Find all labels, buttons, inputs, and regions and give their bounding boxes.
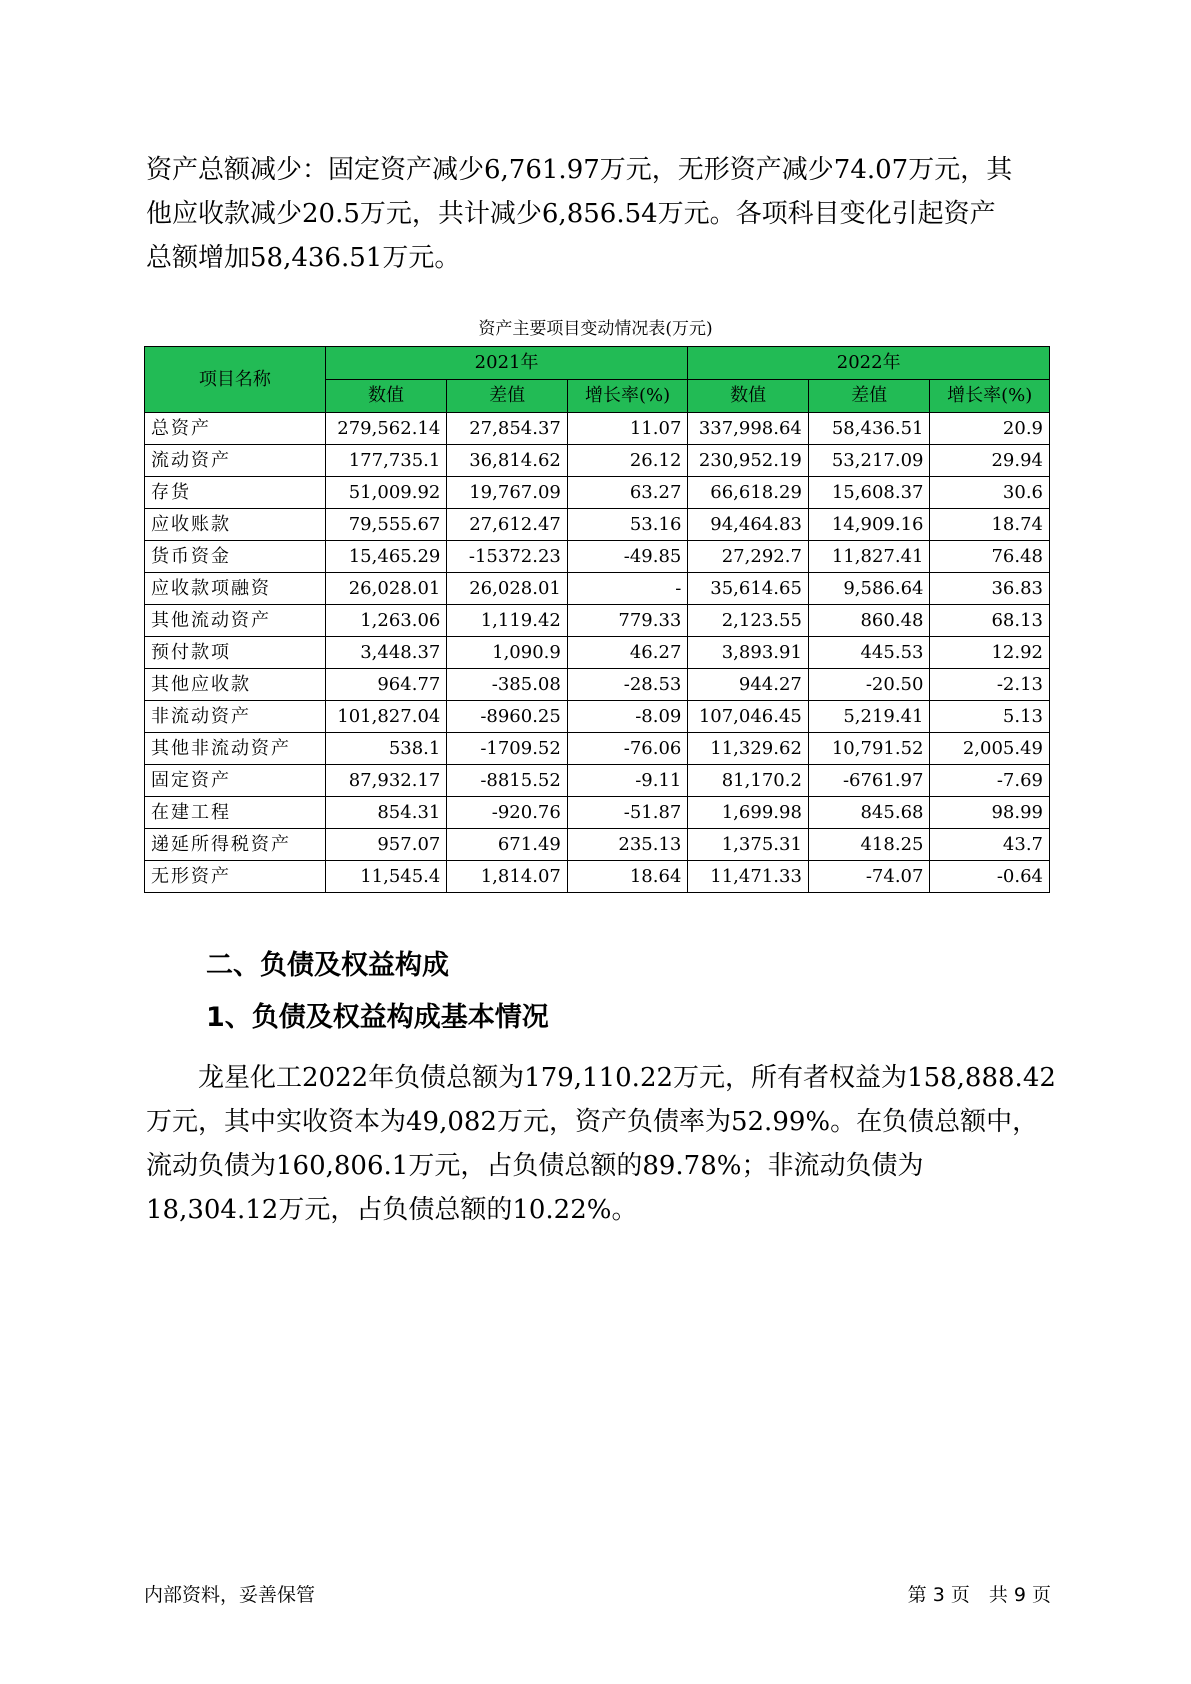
table-cell-value: 1,375.31 bbox=[688, 829, 809, 861]
table-cell-value: -8960.25 bbox=[447, 701, 568, 733]
table-cell-value: 53,217.09 bbox=[808, 445, 930, 477]
table-cell-value: -76.06 bbox=[567, 733, 688, 765]
header-value: 数值 bbox=[688, 380, 809, 413]
header-item-name: 项目名称 bbox=[145, 347, 326, 413]
table-cell-value: 26,028.01 bbox=[325, 573, 447, 605]
header-diff: 差值 bbox=[808, 380, 930, 413]
table-cell-value: 58,436.51 bbox=[808, 413, 930, 445]
table-cell-value: 1,814.07 bbox=[447, 861, 568, 893]
header-diff: 差值 bbox=[447, 380, 568, 413]
table-cell-item: 递延所得税资产 bbox=[145, 829, 326, 861]
table-cell-value: 87,932.17 bbox=[325, 765, 447, 797]
table-row bbox=[145, 509, 1050, 541]
table-cell-value: -8.09 bbox=[567, 701, 688, 733]
table-cell-value: 10,791.52 bbox=[808, 733, 930, 765]
table-row bbox=[145, 477, 1050, 509]
table-cell-value: 230,952.19 bbox=[688, 445, 809, 477]
header-growth-rate: 增长率(%) bbox=[567, 380, 688, 413]
table-cell-value: 860.48 bbox=[808, 605, 930, 637]
table-cell-value: 964.77 bbox=[325, 669, 447, 701]
table-cell-value: 68.13 bbox=[930, 605, 1050, 637]
table-row bbox=[145, 861, 1050, 893]
table-cell-value: 46.27 bbox=[567, 637, 688, 669]
paragraph-line: 他应收款减少20.5万元，共计减少6,856.54万元。各项科目变化引起资产 bbox=[146, 199, 996, 229]
table-cell-value: 53.16 bbox=[567, 509, 688, 541]
table-cell-value: 445.53 bbox=[808, 637, 930, 669]
table-cell-value: 36,814.62 bbox=[447, 445, 568, 477]
table-cell-value: 671.49 bbox=[447, 829, 568, 861]
table-cell-value: 63.27 bbox=[567, 477, 688, 509]
table-cell-value: 30.6 bbox=[930, 477, 1050, 509]
table-row bbox=[145, 765, 1050, 797]
table-cell-value: 11,329.62 bbox=[688, 733, 809, 765]
table-row bbox=[145, 829, 1050, 861]
table-cell-value: 779.33 bbox=[567, 605, 688, 637]
table-cell-value: - bbox=[567, 573, 688, 605]
table-cell-value: -8815.52 bbox=[447, 765, 568, 797]
table-cell-value: 29.94 bbox=[930, 445, 1050, 477]
table-cell-value: 66,618.29 bbox=[688, 477, 809, 509]
table-row bbox=[145, 413, 1050, 445]
table-cell-value: 11,471.33 bbox=[688, 861, 809, 893]
table-body bbox=[145, 413, 1050, 893]
table-cell-value: 944.27 bbox=[688, 669, 809, 701]
table-row bbox=[145, 605, 1050, 637]
table-row bbox=[145, 669, 1050, 701]
table-cell-value: 27,854.37 bbox=[447, 413, 568, 445]
table-cell-value: 235.13 bbox=[567, 829, 688, 861]
table-cell-value: 1,119.42 bbox=[447, 605, 568, 637]
header-year-2021: 2021年 bbox=[325, 347, 688, 380]
table-cell-value: 418.25 bbox=[808, 829, 930, 861]
table-cell-value: 5,219.41 bbox=[808, 701, 930, 733]
table-cell-item: 存货 bbox=[145, 477, 326, 509]
table-cell-item: 其他应收款 bbox=[145, 669, 326, 701]
table-cell-value: 11.07 bbox=[567, 413, 688, 445]
header-value: 数值 bbox=[325, 380, 447, 413]
table-cell-value: -1709.52 bbox=[447, 733, 568, 765]
table-cell-value: 19,767.09 bbox=[447, 477, 568, 509]
table-row bbox=[145, 733, 1050, 765]
table-cell-value: -49.85 bbox=[567, 541, 688, 573]
table-row bbox=[145, 541, 1050, 573]
table-cell-item: 非流动资产 bbox=[145, 701, 326, 733]
section-heading: 二、负债及权益构成 bbox=[206, 950, 449, 981]
table-cell-value: 107,046.45 bbox=[688, 701, 809, 733]
paragraph-line: 流动负债为160,806.1万元，占负债总额的89.78%；非流动负债为 bbox=[146, 1151, 924, 1181]
table-cell-item: 总资产 bbox=[145, 413, 326, 445]
footer-confidential-note: 内部资料，妥善保管 bbox=[144, 1584, 316, 1606]
table-cell-value: 1,090.9 bbox=[447, 637, 568, 669]
table-cell-value: 1,263.06 bbox=[325, 605, 447, 637]
table-cell-item: 无形资产 bbox=[145, 861, 326, 893]
table-cell-item: 其他非流动资产 bbox=[145, 733, 326, 765]
table-cell-value: 76.48 bbox=[930, 541, 1050, 573]
table-cell-value: 15,608.37 bbox=[808, 477, 930, 509]
table-cell-value: 15,465.29 bbox=[325, 541, 447, 573]
table-cell-value: -74.07 bbox=[808, 861, 930, 893]
table-cell-value: 11,545.4 bbox=[325, 861, 447, 893]
table-cell-value: -15372.23 bbox=[447, 541, 568, 573]
table-cell-value: 177,735.1 bbox=[325, 445, 447, 477]
table-cell-value: -385.08 bbox=[447, 669, 568, 701]
table-row bbox=[145, 573, 1050, 605]
table-cell-value: 14,909.16 bbox=[808, 509, 930, 541]
table-row bbox=[145, 445, 1050, 477]
table-cell-value: 27,292.7 bbox=[688, 541, 809, 573]
table-cell-value: 26.12 bbox=[567, 445, 688, 477]
table-cell-value: 9,586.64 bbox=[808, 573, 930, 605]
header-growth-rate: 增长率(%) bbox=[930, 380, 1050, 413]
table-cell-item: 在建工程 bbox=[145, 797, 326, 829]
table-cell-value: 2,005.49 bbox=[930, 733, 1050, 765]
paragraph-asset-decrease bbox=[146, 148, 1056, 280]
table-cell-value: -6761.97 bbox=[808, 765, 930, 797]
table-cell-value: 98.99 bbox=[930, 797, 1050, 829]
subsection-heading: 1、负债及权益构成基本情况 bbox=[206, 1002, 549, 1033]
table-cell-value: 538.1 bbox=[325, 733, 447, 765]
header-year-2022: 2022年 bbox=[688, 347, 1050, 380]
table-cell-value: 36.83 bbox=[930, 573, 1050, 605]
table-cell-value: -9.11 bbox=[567, 765, 688, 797]
table-cell-value: -51.87 bbox=[567, 797, 688, 829]
table-cell-value: 12.92 bbox=[930, 637, 1050, 669]
table-cell-value: 18.64 bbox=[567, 861, 688, 893]
table-cell-value: 51,009.92 bbox=[325, 477, 447, 509]
table-cell-value: -2.13 bbox=[930, 669, 1050, 701]
table-cell-value: -28.53 bbox=[567, 669, 688, 701]
table-row bbox=[145, 637, 1050, 669]
table-cell-value: 94,464.83 bbox=[688, 509, 809, 541]
table-row bbox=[145, 797, 1050, 829]
table-cell-value: 27,612.47 bbox=[447, 509, 568, 541]
table-row bbox=[145, 701, 1050, 733]
table-cell-value: 279,562.14 bbox=[325, 413, 447, 445]
table-cell-value: 35,614.65 bbox=[688, 573, 809, 605]
table-cell-value: 79,555.67 bbox=[325, 509, 447, 541]
paragraph-line: 总额增加58,436.51万元。 bbox=[146, 243, 461, 273]
table-cell-value: -920.76 bbox=[447, 797, 568, 829]
table-cell-value: 43.7 bbox=[930, 829, 1050, 861]
footer-page-number: 第 3 页 共 9 页 bbox=[907, 1584, 1051, 1606]
paragraph-line: 18,304.12万元，占负债总额的10.22%。 bbox=[146, 1195, 638, 1225]
table-cell-value: 3,448.37 bbox=[325, 637, 447, 669]
table-cell-value: 26,028.01 bbox=[447, 573, 568, 605]
table-cell-item: 应收款项融资 bbox=[145, 573, 326, 605]
table-cell-value: -20.50 bbox=[808, 669, 930, 701]
table-cell-value: 337,998.64 bbox=[688, 413, 809, 445]
table-cell-value: 81,170.2 bbox=[688, 765, 809, 797]
table-cell-value: 957.07 bbox=[325, 829, 447, 861]
table-cell-item: 流动资产 bbox=[145, 445, 326, 477]
paragraph-line: 龙星化工2022年负债总额为179,110.22万元，所有者权益为158,888.42 bbox=[146, 1063, 1056, 1093]
table-cell-value: 845.68 bbox=[808, 797, 930, 829]
asset-change-table bbox=[144, 346, 1050, 893]
table-cell-item: 固定资产 bbox=[145, 765, 326, 797]
table-caption: 资产主要项目变动情况表(万元) bbox=[478, 319, 713, 339]
table-cell-value: 5.13 bbox=[930, 701, 1050, 733]
table-cell-item: 货币资金 bbox=[145, 541, 326, 573]
paragraph-line: 万元，其中实收资本为49,082万元，资产负债率为52.99%。在负债总额中， bbox=[146, 1107, 1039, 1137]
table-cell-value: 3,893.91 bbox=[688, 637, 809, 669]
table-cell-value: 20.9 bbox=[930, 413, 1050, 445]
table-cell-item: 预付款项 bbox=[145, 637, 326, 669]
table-cell-value: 854.31 bbox=[325, 797, 447, 829]
paragraph-liabilities bbox=[146, 1056, 1056, 1232]
paragraph-line: 资产总额减少：固定资产减少6,761.97万元，无形资产减少74.07万元，其 bbox=[146, 155, 1013, 185]
table-cell-item: 应收账款 bbox=[145, 509, 326, 541]
table-cell-value: -7.69 bbox=[930, 765, 1050, 797]
table-cell-value: 1,699.98 bbox=[688, 797, 809, 829]
table-cell-value: 11,827.41 bbox=[808, 541, 930, 573]
table-cell-value: 18.74 bbox=[930, 509, 1050, 541]
table-cell-value: -0.64 bbox=[930, 861, 1050, 893]
table-cell-value: 2,123.55 bbox=[688, 605, 809, 637]
table-cell-item: 其他流动资产 bbox=[145, 605, 326, 637]
table-cell-value: 101,827.04 bbox=[325, 701, 447, 733]
